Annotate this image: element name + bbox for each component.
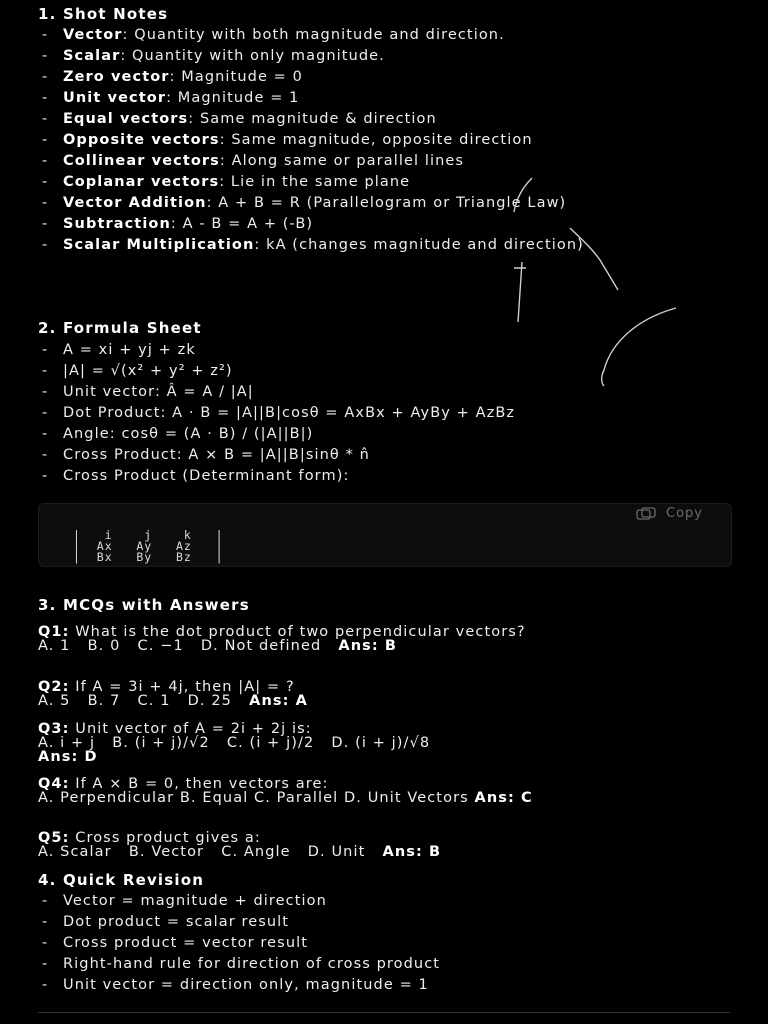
list-item: - Cross product = vector result xyxy=(38,936,732,950)
list-item: - Right-hand rule for direction of cross product xyxy=(38,957,732,971)
list-item xyxy=(38,112,732,126)
question-options: A. 5 B. 7 C. 1 D. 25 xyxy=(38,693,250,709)
question-options: A. 1 B. 0 C. −1 D. Not defined xyxy=(38,638,339,654)
list-item: - A = xi + yj + zk xyxy=(38,343,732,357)
quick-revision-list xyxy=(38,894,732,992)
code-line: | Bx By Bz | xyxy=(73,550,224,564)
question-options: A. Scalar B. Vector C. Angle D. Unit xyxy=(38,844,383,860)
list-item xyxy=(38,133,732,147)
section-heading-formula-sheet: 2. Formula Sheet xyxy=(38,319,202,337)
question-text: If A × B = 0, then vectors are: xyxy=(69,776,329,792)
term: Collinear vectors xyxy=(63,153,220,169)
list-item xyxy=(38,70,732,84)
list-item: - Vector = magnitude + direction xyxy=(38,894,732,908)
section-heading-shot-notes: 1. Shot Notes xyxy=(38,5,169,23)
term: Scalar Multiplication xyxy=(63,237,255,253)
question-options: A. i + j B. (i + j)/√2 C. (i + j)/2 D. (i + j)/√8 xyxy=(38,735,431,751)
question-label: Q1: xyxy=(38,624,70,640)
mcq-question xyxy=(38,777,732,805)
definition: : Same magnitude, opposite direction xyxy=(219,132,533,148)
code-line: | Ax Ay Az | xyxy=(73,539,224,553)
bottom-divider xyxy=(38,1012,730,1013)
list-item: - Angle: cosθ = (A · B) / (|A||B|) xyxy=(38,427,732,441)
definition: : Same magnitude & direction xyxy=(188,111,437,127)
list-item: - |A| = √(x² + y² + z²) xyxy=(38,364,732,378)
list-item xyxy=(38,217,732,231)
formula-list xyxy=(38,343,732,483)
question-text: Cross product gives a: xyxy=(69,830,261,846)
code-block-header xyxy=(39,504,731,524)
copy-icon xyxy=(636,507,658,521)
term: Coplanar vectors xyxy=(63,174,220,190)
mcq-question xyxy=(38,831,732,859)
term: Vector xyxy=(63,27,123,43)
list-item: - Dot product = scalar result xyxy=(38,915,732,929)
shot-notes-list xyxy=(38,28,732,252)
list-item: - Unit vector: Â = A / |A| xyxy=(38,385,732,399)
definition: : Quantity with both magnitude and direction. xyxy=(122,27,505,43)
definition: : A - B = A + (-B) xyxy=(170,216,314,232)
answer-label: Ans: B xyxy=(382,844,442,860)
question-label: Q4: xyxy=(38,776,70,792)
mcq-question xyxy=(38,680,732,708)
list-item xyxy=(38,175,732,189)
answer-label: Ans: A xyxy=(249,693,308,709)
list-item: - Cross Product: A × B = |A||B|sinθ * n̂ xyxy=(38,448,732,462)
answer-label: Ans: B xyxy=(338,638,398,654)
definition: : A + B = R (Parallelogram or Triangle Law) xyxy=(206,195,567,211)
definition: : Along same or parallel lines xyxy=(219,153,465,169)
definition: : Magnitude = 1 xyxy=(166,90,300,106)
list-item: - Dot Product: A · B = |A||B|cosθ = AxBx + AyBy + AzBz xyxy=(38,406,732,420)
term: Scalar xyxy=(63,48,121,64)
code-block xyxy=(38,503,732,567)
question-label: Q2: xyxy=(38,679,70,695)
mcq-question xyxy=(38,722,732,764)
answer-label: Ans: D xyxy=(38,749,98,765)
list-item xyxy=(38,91,732,105)
question-label: Q3: xyxy=(38,721,70,737)
definition: : kA (changes magnitude and direction) xyxy=(254,237,584,253)
list-item xyxy=(38,154,732,168)
definition: : Magnitude = 0 xyxy=(169,69,303,85)
question-options: A. Perpendicular B. Equal C. Parallel D. Unit Vectors xyxy=(38,790,475,806)
list-item xyxy=(38,49,732,63)
definition: : Lie in the same plane xyxy=(219,174,411,190)
code-line: | i j k | xyxy=(73,528,224,542)
determinant-code xyxy=(73,530,224,563)
copy-button[interactable] xyxy=(636,506,703,521)
term: Equal vectors xyxy=(63,111,189,127)
definition: : Quantity with only magnitude. xyxy=(120,48,385,64)
mcq-question xyxy=(38,625,732,653)
term: Opposite vectors xyxy=(63,132,220,148)
list-item xyxy=(38,28,732,42)
answer-label: Ans: C xyxy=(474,790,533,806)
list-item: - Cross Product (Determinant form): xyxy=(38,469,732,483)
question-text: If A = 3i + 4j, then |A| = ? xyxy=(69,679,295,695)
term: Zero vector xyxy=(63,69,170,85)
term: Unit vector xyxy=(63,90,167,106)
section-heading-mcqs: 3. MCQs with Answers xyxy=(38,596,250,614)
list-item: - Unit vector = direction only, magnitude = 1 xyxy=(38,978,732,992)
question-label: Q5: xyxy=(38,830,70,846)
question-text: Unit vector of A = 2i + 2j is: xyxy=(69,721,312,737)
term: Subtraction xyxy=(63,216,171,232)
list-item xyxy=(38,196,732,210)
term: Vector Addition xyxy=(63,195,207,211)
section-heading-quick-revision: 4. Quick Revision xyxy=(38,871,205,889)
question-text: What is the dot product of two perpendicular vectors? xyxy=(69,624,526,640)
list-item xyxy=(38,238,732,252)
copy-label: Copy xyxy=(666,506,703,521)
